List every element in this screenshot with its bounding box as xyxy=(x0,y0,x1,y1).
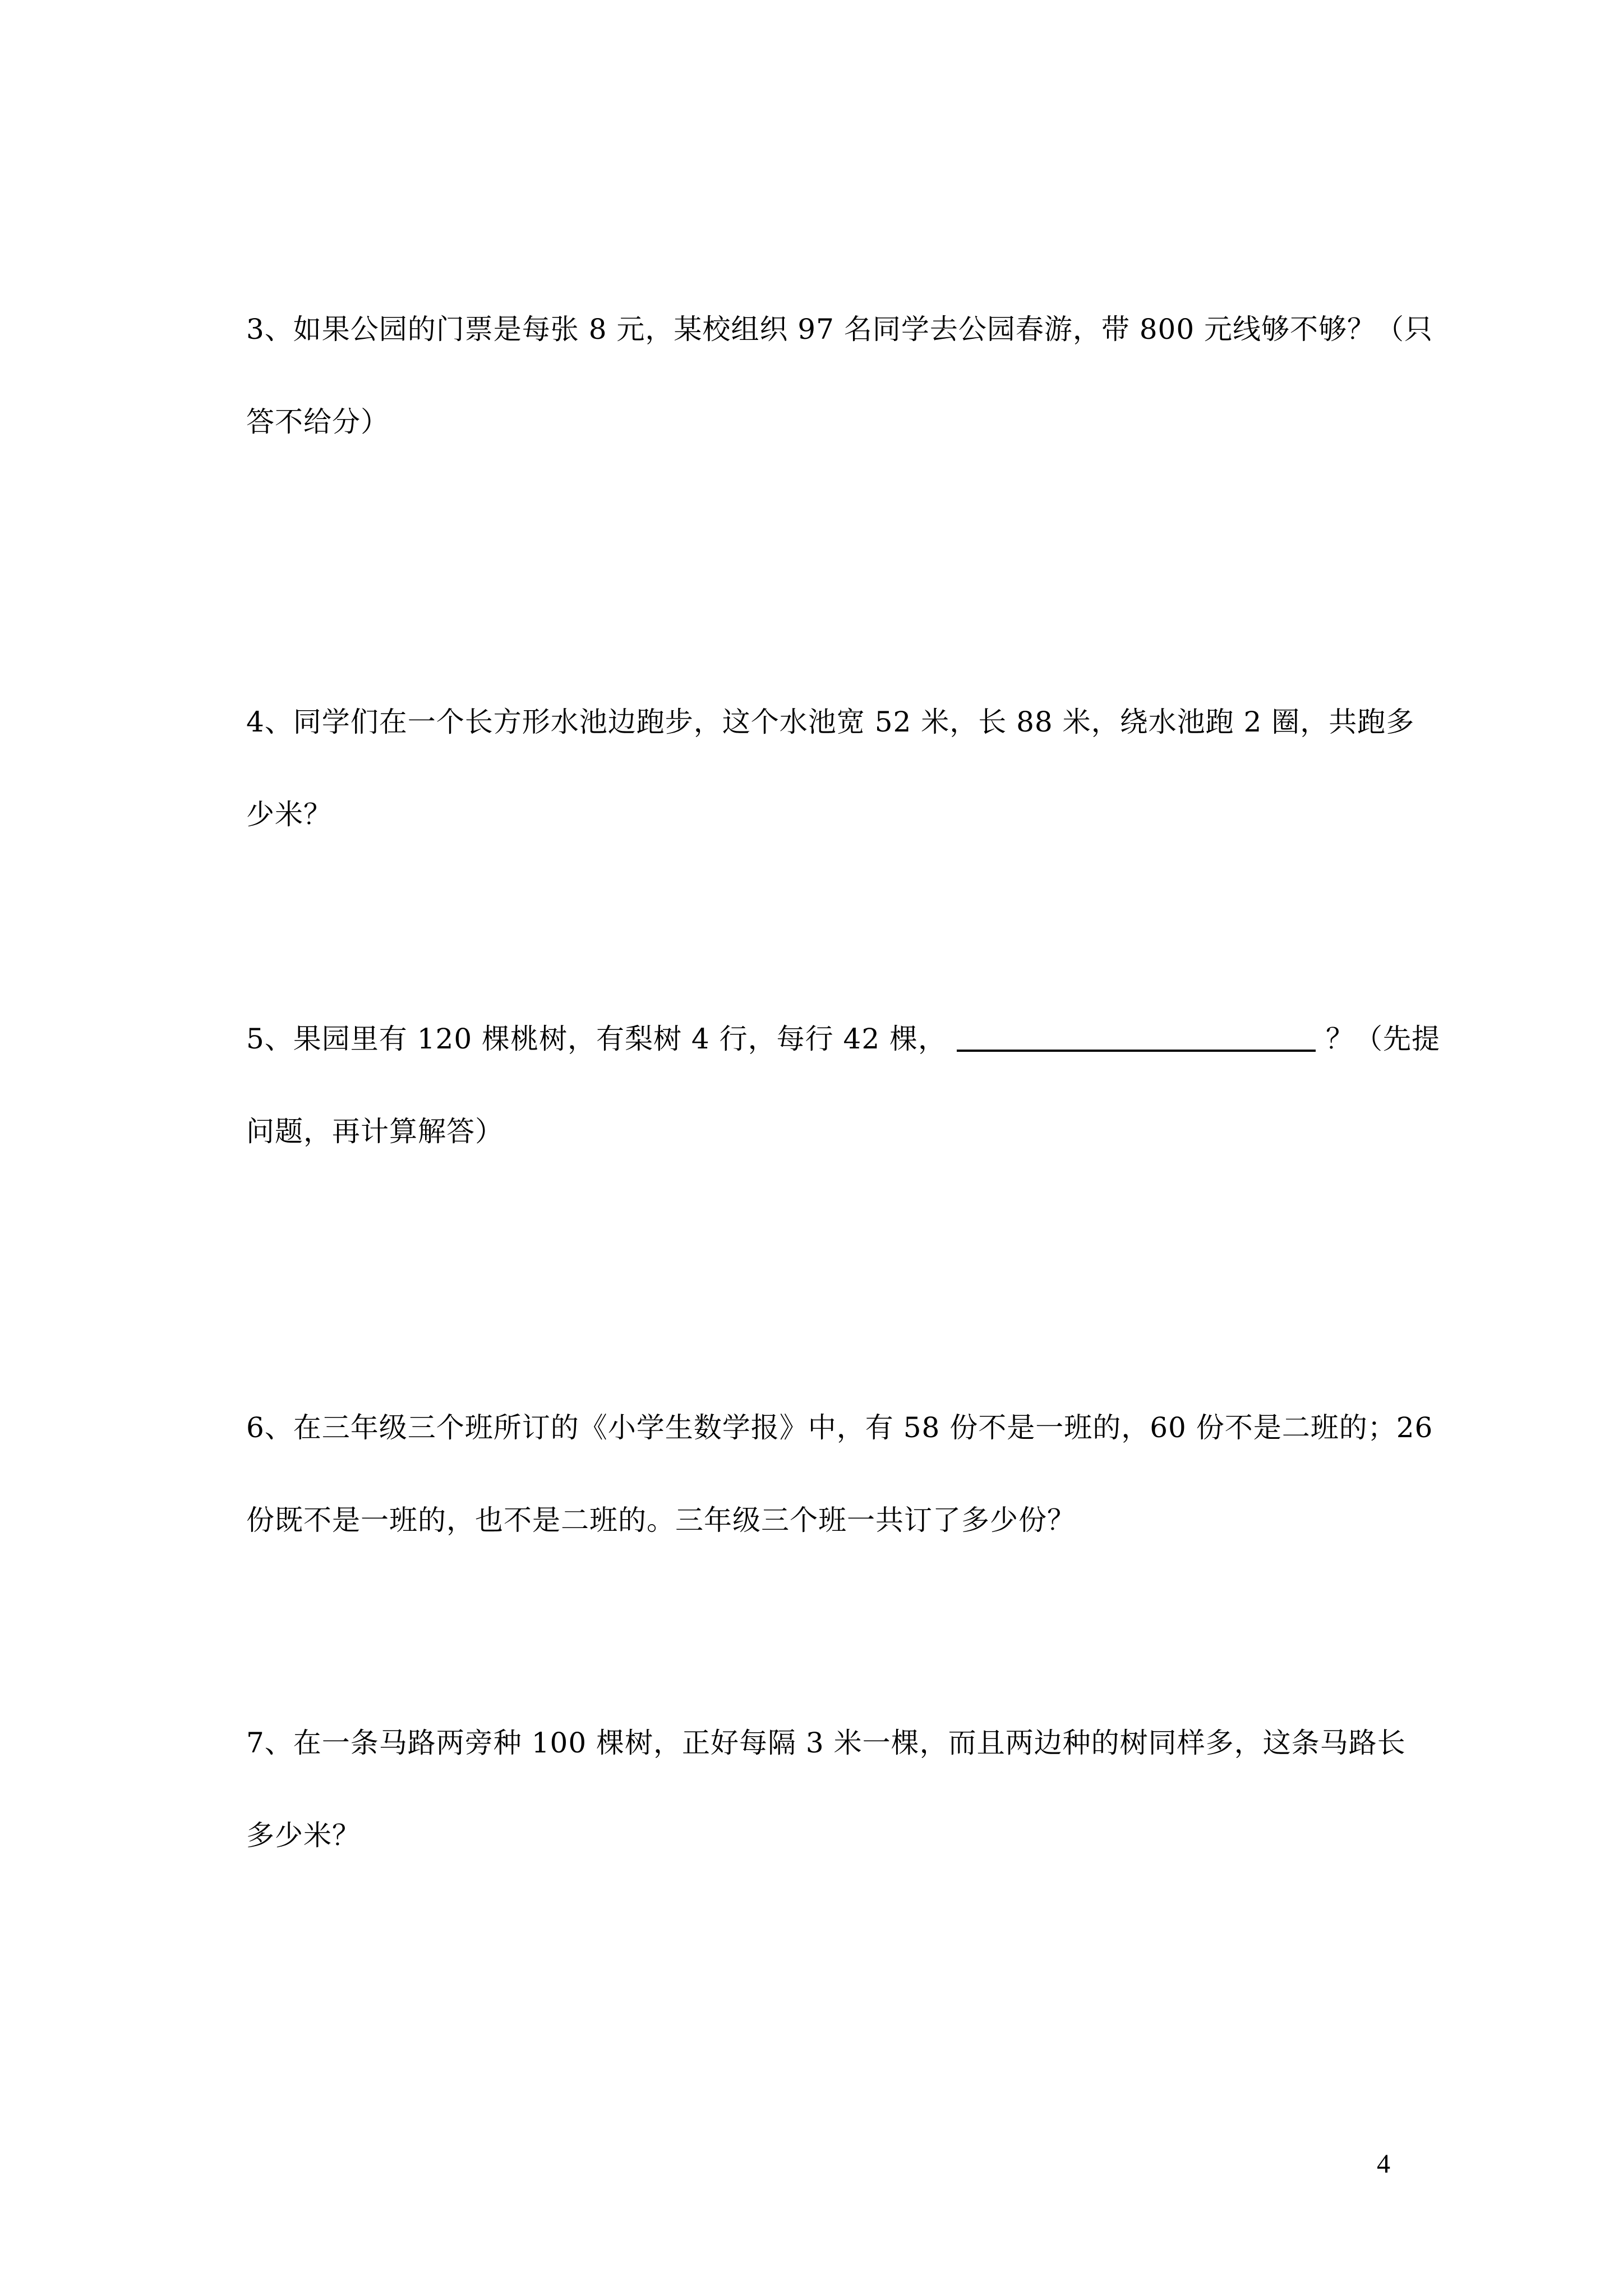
question-5-text-after-blank: ？（先提 xyxy=(1326,1023,1441,1055)
question-6-line-2: 份既不是一班的，也不是二班的。三年级三个班一共订了多少份？ xyxy=(246,1504,1076,1536)
question-6 xyxy=(246,1382,1433,1567)
question-4-line-2: 少米？ xyxy=(246,798,332,831)
question-3 xyxy=(246,283,1433,468)
question-7 xyxy=(246,1697,1406,1882)
question-4 xyxy=(246,676,1415,861)
question-5-line-2: 问题，再计算解答） xyxy=(246,1115,504,1148)
question-7-line-1: 7、在一条马路两旁种 100 棵树，正好每隔 3 米一棵，而且两边种的树同样多，这条马路长 xyxy=(246,1727,1406,1759)
question-7-line-2: 多少米？ xyxy=(246,1819,361,1852)
answer-blank[interactable] xyxy=(957,1022,1316,1052)
question-6-line-1: 6、在三年级三个班所订的《小学生数学报》中，有 58 份不是一班的，60 份不是二班的；26 xyxy=(246,1411,1433,1444)
question-4-line-1: 4、同学们在一个长方形水池边跑步，这个水池宽 52 米，长 88 米，绕水池跑 2 圈，共跑多 xyxy=(246,706,1415,738)
question-5-text-before-blank: 5、果园里有 120 棵桃树，有梨树 4 行，每行 42 棵， xyxy=(246,1023,947,1055)
question-5 xyxy=(246,993,1441,1178)
page-number: 4 xyxy=(1377,2149,1390,2179)
question-5-line-1 xyxy=(246,993,1441,1085)
question-3-line-2: 答不给分） xyxy=(246,406,389,438)
question-3-line-1: 3、如果公园的门票是每张 8 元，某校组织 97 名同学去公园春游，带 800 元线够不够？（只 xyxy=(246,313,1433,346)
